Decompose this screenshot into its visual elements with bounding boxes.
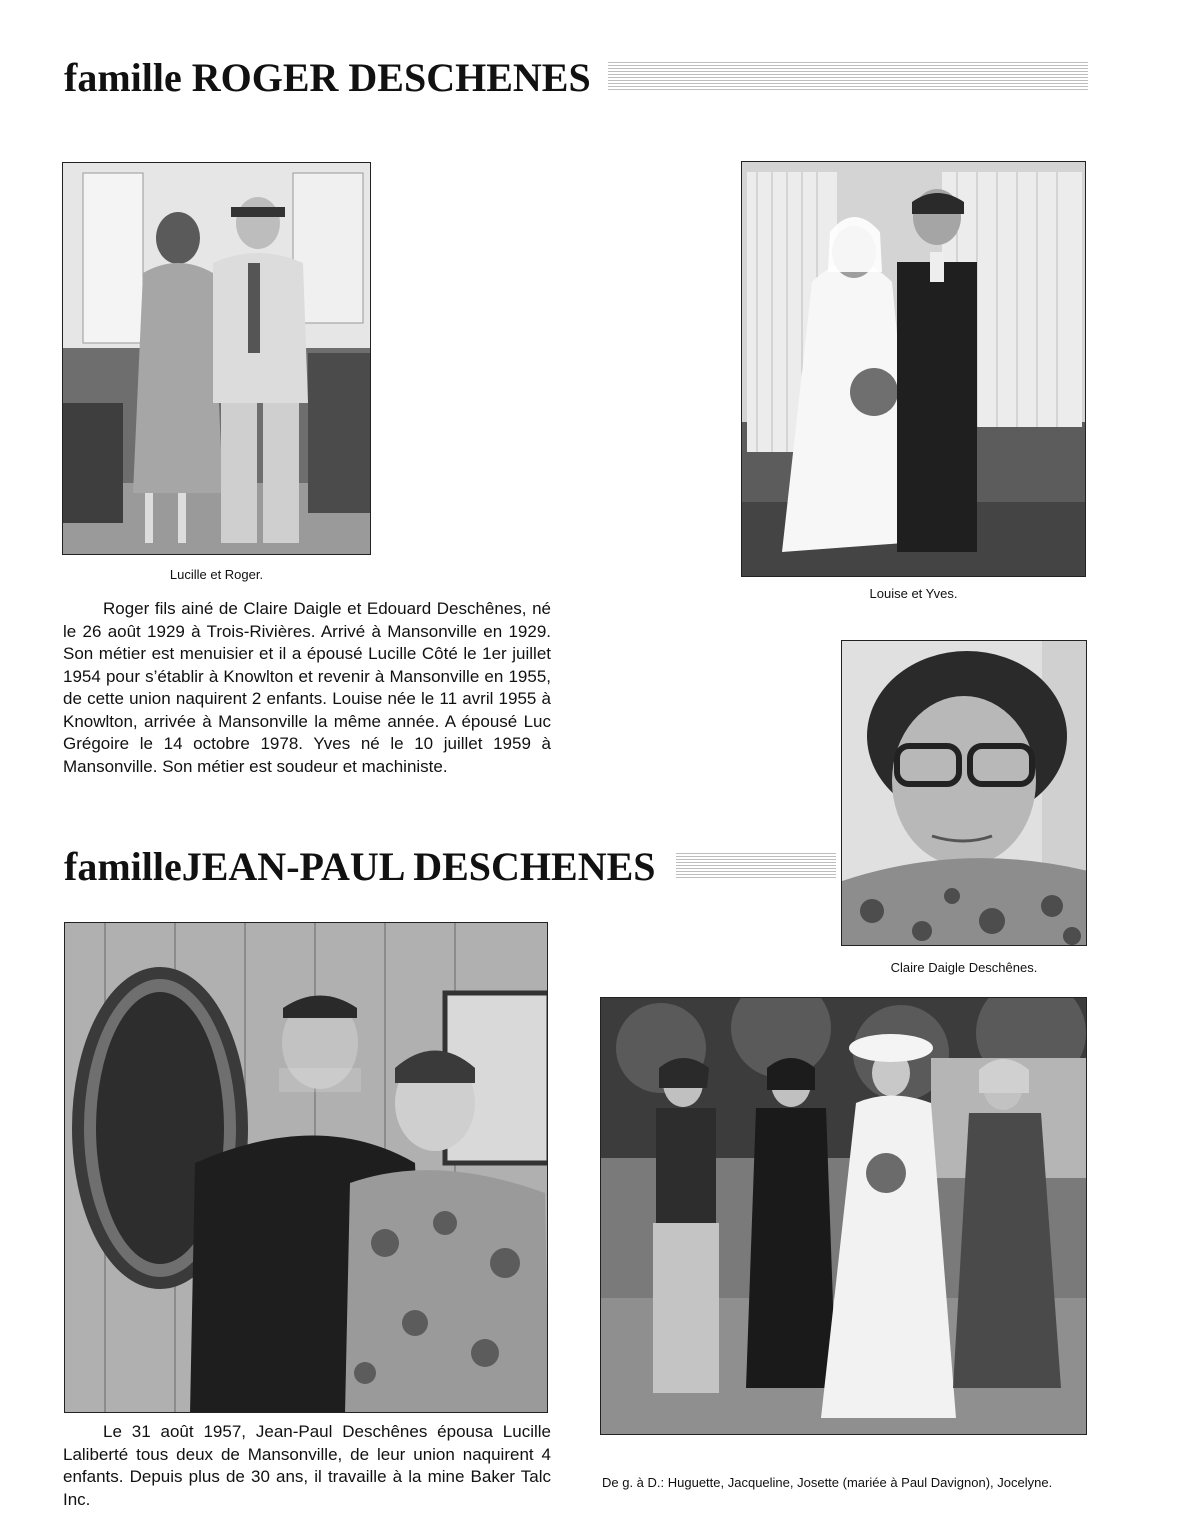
photo-four-daughters [600, 997, 1087, 1435]
photo-jean-paul-lucille [64, 922, 548, 1413]
heading-roger-deschenes [64, 56, 591, 100]
roger-biography-text: Roger fils ainé de Claire Daigle et Edouard Deschênes, né le 26 août 1929 à Trois-Rivières. Arrivé à Mansonville en 1929. Son métier est menuisier et il a épousé Lucille Côté le 1er juillet 1954 pour s’établir à Knowlton et revenir à Mansonville en 1955, de cette union naquirent 2 enfants. Louise née le 11 avril 1955 à Knowlton, arrivée à Mansonville la même année. A épousé Luc Grégoire le 14 octobre 1978. Yves né le 10 juillet 1959 à Mansonville. Son métier est soudeur et machiniste. [63, 599, 551, 776]
heading-rule [608, 62, 1088, 90]
caption-four-daughters: De g. à D.: Huguette, Jacqueline, Josette (mariée à Paul Davignon), Jocelyne. [602, 1475, 1053, 1490]
heading-rule [676, 852, 836, 878]
heading-family-name: JEAN-PAUL DESCHENES [181, 844, 656, 889]
caption-lucille-roger: Lucille et Roger. [169, 567, 264, 582]
jean-paul-biography-text: Le 31 août 1957, Jean-Paul Deschênes épousa Lucille Laliberté tous deux de Mansonville, de leur union naquirent 4 enfants. Depuis plus de 30 ans, il travaille à la mine Baker Talc Inc. [63, 1422, 551, 1509]
photo-claire-daigle-deschenes [841, 640, 1087, 946]
caption-louise-yves: Louise et Yves. [869, 586, 958, 601]
heading-jean-paul-deschenes [64, 845, 656, 889]
heading-family-name: ROGER DESCHENES [191, 55, 591, 100]
photo-louise-yves [741, 161, 1086, 577]
heading-prefix: famille [64, 55, 182, 100]
photo-lucille-roger [62, 162, 371, 555]
caption-claire-daigle-deschenes: Claire Daigle Deschênes. [890, 960, 1038, 975]
heading-prefix: famille [64, 844, 182, 889]
